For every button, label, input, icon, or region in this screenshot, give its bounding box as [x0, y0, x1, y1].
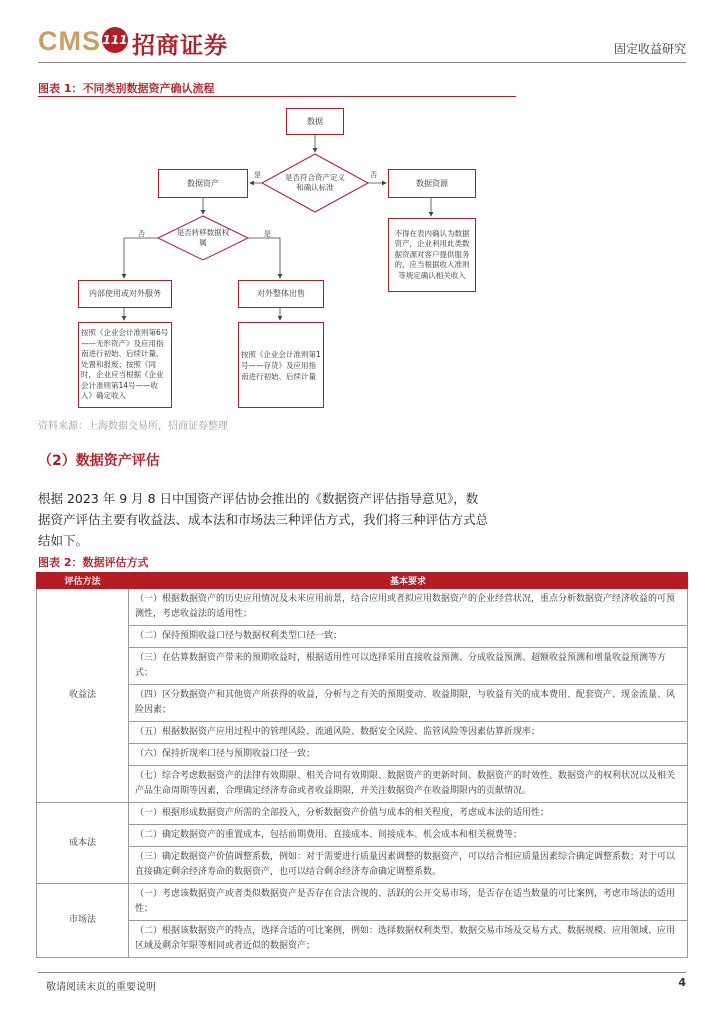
flow-no2-label: 否	[138, 230, 145, 238]
table-row	[37, 685, 688, 722]
requirement-cell: （五）根据数据资产应用过程中的管理风险、流通风险、数据安全风险、监管风险等因素估算折现率；	[129, 722, 688, 744]
flow-no1-label: 否	[370, 171, 377, 179]
table-row	[37, 589, 688, 626]
table-row	[37, 648, 688, 685]
table-header-requirement: 基本要求	[129, 573, 688, 589]
table-row	[37, 744, 688, 766]
requirement-cell: （一）根据数据资产的历史应用情况及未来应用前景，结合应用或者拟应用数据资产的企业经营状况，重点分析数据资产经济收益的可预测性，考虑收益法的适用性；	[129, 589, 688, 626]
requirement-cell: （二）确定数据资产的重置成本，包括前期费用、直接成本、间接成本、机会成本和相关税费等；	[129, 825, 688, 847]
logo-text-en: CMS	[38, 26, 101, 56]
flow-note-external: 按照《企业会计准则第1号——存货》及应用指南进行初始、后续计量	[238, 322, 324, 408]
section-title: （2）数据资产评估	[38, 453, 160, 469]
flow-node-internal-use: 内部使用或对外服务	[78, 280, 172, 308]
flow-node-data-resource: 数据资源	[388, 169, 476, 198]
report-category: 固定收益研究	[613, 42, 686, 56]
requirement-cell: （七）综合考虑数据资产的法律有效期限、相关合同有效期限、数据资产的更新时间、数据资产的时效性、数据资产的权利状况以及相关产品生命周期等因素，合理确定经济寿命或者收益期限，并关注数据资产在收益期限内的贡献情况。	[129, 766, 688, 803]
flow-node-data-asset: 数据资产	[158, 169, 248, 198]
requirement-cell: （三）在估算数据资产带来的预期收益时，根据适用性可以选择采用直接收益预测、分成收益预测、超额收益预测和增量收益预测等方式；	[129, 648, 688, 685]
figure1-caption: 图表 1：不同类别数据资产确认流程	[38, 82, 215, 95]
method-income: 收益法	[37, 589, 129, 803]
section-paragraph: 根据 2023 年 9 月 8 日中国资产评估协会推出的《数据资产评估指导意见》，数据资产评估主要有收益法、成本法和市场法三种评估方式，我们将三种评估方式总结如下。	[38, 491, 489, 548]
flow-node-data: 数据	[286, 108, 344, 135]
requirement-cell: （二）根据该数据资产的特点，选择合适的可比案例，例如：选择数据权利类型、数据交易市场及交易方式、数据规模、应用领域、应用区域及剩余年限等相同或者近似的数据资产；	[129, 921, 688, 958]
table-row	[37, 825, 688, 847]
table-row	[37, 884, 688, 921]
method-market: 市场法	[37, 884, 129, 958]
table-row	[37, 722, 688, 744]
table-header-row	[37, 573, 688, 589]
figure1-source: 资料来源：上海数据交易所，招商证券整理	[38, 421, 228, 432]
logo-badge-icon: 111	[102, 27, 128, 53]
logo-text-cn: 招商证券	[132, 33, 228, 59]
footer-notice: 敬请阅读末页的重要说明	[46, 982, 156, 993]
table-row	[37, 766, 688, 803]
requirement-cell: （三）确定数据资产价值调整系数，例如：对于需要进行质量因素调整的数据资产，可以结合相应质量因素综合确定调整系数；对于可以直接确定剩余经济寿命的数据资产，也可以结合剩余经济寿命确定调整系数。	[129, 847, 688, 884]
footer-divider	[38, 972, 686, 973]
requirement-cell: （六）保持折现率口径与预期收益口径一致；	[129, 744, 688, 766]
page-number: 4	[678, 976, 686, 989]
requirement-cell: （二）保持预期收益口径与数据权利类型口径一致；	[129, 626, 688, 648]
table-row	[37, 847, 688, 884]
flow-note-internal: 按照《企业会计准则第6号——无形资产》及应用指南进行初始、后续计量、处置和报废；按照《同时，企业应当根据《企业会计准则第14号——收入》确定收入	[78, 322, 172, 408]
flow-yes1-label: 是	[254, 171, 261, 179]
method-cost: 成本法	[37, 803, 129, 884]
flow-node-external-sale: 对外整体出售	[238, 280, 324, 308]
table2-caption: 图表 2：数据评估方式	[38, 556, 149, 569]
table-header-method: 评估方法	[37, 573, 129, 589]
requirement-cell: （一）根据形成数据资产所需的全部投入，分析数据资产价值与成本的相关程度，考虑成本法的适用性；	[129, 803, 688, 825]
flow-decision2-text: 是否转移数据权属	[176, 228, 230, 247]
table-row	[37, 921, 688, 958]
flow-note-data-resource: 不得在表内确认为数据资产，企业利用此类数据资源对客户提供服务的，应当根据收入准则等规定确认相关收入	[388, 218, 476, 292]
flow-yes2-label: 是	[264, 230, 271, 238]
requirement-cell: （一）考虑该数据资产或者类似数据资产是否存在合法合规的、活跃的公开交易市场，是否存在适当数量的可比案例，考虑市场法的适用性；	[129, 884, 688, 921]
table-row	[37, 626, 688, 648]
evaluation-methods-table	[36, 572, 688, 958]
requirement-cell: （四）区分数据资产和其他资产所获得的收益，分析与之有关的预期变动、收益期限，与收益有关的成本费用、配套资产、现金流量、风险因素；	[129, 685, 688, 722]
table-row	[37, 803, 688, 825]
flow-decision1-text: 是否符合资产定义和确认标准	[285, 173, 345, 192]
